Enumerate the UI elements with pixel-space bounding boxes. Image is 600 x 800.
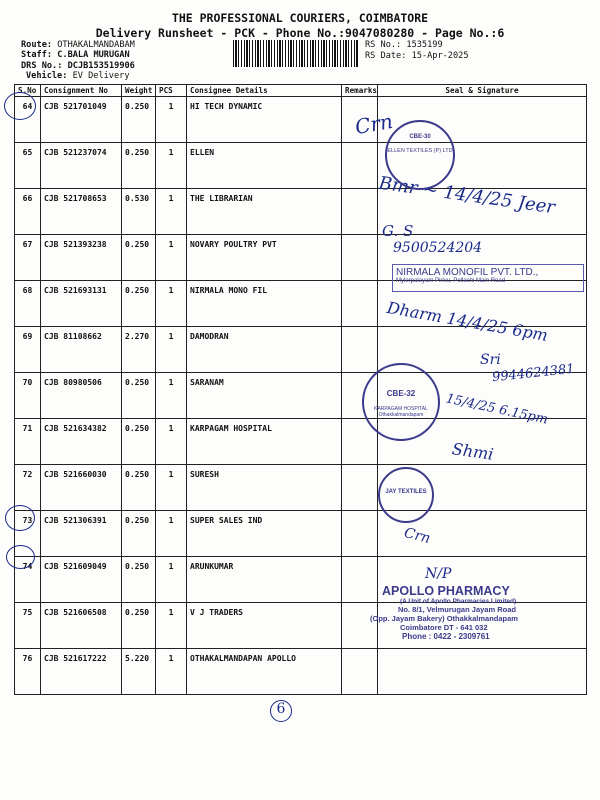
vehicle-value: EV Delivery (72, 71, 130, 81)
row-consignee: ELLEN (187, 143, 342, 189)
phone-novary: 9500524204 (393, 240, 483, 256)
stamp-ellen-top: CBE-30 (409, 134, 431, 140)
row-sno: 65 (15, 143, 41, 189)
row-sno: 73 (15, 511, 41, 557)
col-weight: Weight (122, 85, 156, 97)
route-value: OTHAKALMANDABAM (57, 40, 135, 50)
rs-no-label: RS No.: (365, 40, 402, 50)
row-consignee: HI TECH DYNAMIC (187, 97, 342, 143)
row-sno: 69 (15, 327, 41, 373)
signature-librarian: Bmr ~ 14/4/25 Jeer (377, 172, 557, 219)
date-damodran: 14/4/25 (445, 308, 510, 338)
vehicle-line (26, 71, 130, 81)
table-header-row (15, 85, 587, 97)
row-consignment: CJB 521617222 (41, 649, 122, 695)
row-consignee: SUPER SALES IND (187, 511, 342, 557)
page-mark-circle: 6 (270, 700, 292, 722)
row-consignment: CJB 521237074 (41, 143, 122, 189)
row-weight: 0.250 (122, 557, 156, 603)
row-weight: 2.270 (122, 327, 156, 373)
row-sno: 70 (15, 373, 41, 419)
row-consignee: OTHAKALMANDAPAN APOLLO (187, 649, 342, 695)
stamp-apollo-name: APOLLO PHARMACY (382, 584, 510, 598)
col-pcs: PCS (156, 85, 187, 97)
runsheet-title: Delivery Runsheet - PCK - Phone No.:9047080280 - Page No.:6 (95, 26, 505, 40)
row-remarks (342, 143, 378, 189)
row-consignment: CJB 521701049 (41, 97, 122, 143)
table-row (15, 511, 587, 557)
signature-arunkumar: Crn (402, 525, 432, 547)
row-consignment: CJB 521609049 (41, 557, 122, 603)
row-pcs: 1 (156, 373, 187, 419)
staff-line (21, 50, 130, 60)
row-pcs: 1 (156, 189, 187, 235)
row-weight: 0.530 (122, 189, 156, 235)
row-weight: 0.250 (122, 419, 156, 465)
route-label: Route: (21, 40, 53, 50)
row-consignment: CJB 521660030 (41, 465, 122, 511)
signature-vj-traders: N/P (425, 566, 452, 582)
row-weight: 0.250 (122, 97, 156, 143)
row-sno: 67 (15, 235, 41, 281)
row-pcs: 1 (156, 327, 187, 373)
row-pcs: 1 (156, 511, 187, 557)
stamp-apollo-l2: No. 8/1, Velmurugan Jayam Road (398, 605, 516, 614)
stamp-ellen (385, 120, 455, 190)
row-consignee: KARPAGAM HOSPITAL (187, 419, 342, 465)
row-sno: 75 (15, 603, 41, 649)
row-pcs: 1 (156, 143, 187, 189)
drs-line (21, 61, 135, 71)
row-consignee: ARUNKUMAR (187, 557, 342, 603)
stamp-apollo-l5: Phone : 0422 - 2309761 (402, 632, 490, 641)
signature-ellen: Crn (353, 108, 395, 140)
row-sno: 76 (15, 649, 41, 695)
circle-mark-75 (6, 545, 35, 569)
row-sno: 66 (15, 189, 41, 235)
row-consignee: SURESH (187, 465, 342, 511)
row-consignee: NIRMALA MONO FIL (187, 281, 342, 327)
row-consignment: CJB 521393238 (41, 235, 122, 281)
row-weight: 0.250 (122, 235, 156, 281)
col-seal: Seal & Signature (378, 85, 587, 97)
rs-no-line (365, 40, 443, 50)
row-consignment: CJB 521606508 (41, 603, 122, 649)
signature-novary: G. S (382, 222, 414, 240)
rs-date-line (365, 51, 469, 61)
table-row (15, 97, 587, 143)
row-weight: 0.250 (122, 281, 156, 327)
row-sno: 71 (15, 419, 41, 465)
stamp-nirmala-line1: NIRMALA MONOFIL PVT. LTD., (396, 267, 539, 278)
signature-suresh: Shmi (450, 439, 495, 464)
row-sno: 64 (15, 97, 41, 143)
rs-date-value: 15-Apr-2025 (411, 51, 469, 61)
row-weight: 0.250 (122, 603, 156, 649)
row-consignment: CJB 521708653 (41, 189, 122, 235)
row-consignee: SARANAM (187, 373, 342, 419)
row-remarks (342, 281, 378, 327)
row-consignment: CJB 521693131 (41, 281, 122, 327)
row-weight: 0.250 (122, 373, 156, 419)
row-remarks (342, 511, 378, 557)
row-pcs: 1 (156, 557, 187, 603)
row-pcs: 1 (156, 603, 187, 649)
row-sno: 74 (15, 557, 41, 603)
row-sno: 68 (15, 281, 41, 327)
row-pcs: 1 (156, 281, 187, 327)
circle-mark-74 (5, 505, 35, 531)
col-remarks: Remarks (342, 85, 378, 97)
row-remarks (342, 189, 378, 235)
vehicle-label: Vehicle: (26, 71, 68, 81)
row-consignee: DAMODRAN (187, 327, 342, 373)
stamp-apollo (370, 584, 570, 684)
stamp-jay-ring: JAY TEXTILES (385, 489, 427, 495)
stamp-apollo-l3: (Opp. Jayam Bakery) Othakkalmandapam (370, 614, 518, 623)
row-pcs: 1 (156, 465, 187, 511)
row-weight: 5.220 (122, 649, 156, 695)
row-consignee: NOVARY POULTRY PVT (187, 235, 342, 281)
table-row (15, 143, 587, 189)
col-consignee: Consignee Details (187, 85, 342, 97)
staff-label: Staff: (21, 50, 53, 60)
stamp-karpagam (362, 363, 440, 441)
row-remarks (342, 465, 378, 511)
table-row (15, 465, 587, 511)
signature-damodran: Dharm 14/4/25 6pm (385, 297, 550, 346)
row-weight: 0.250 (122, 511, 156, 557)
drs-value: DCJB153519906 (67, 61, 135, 71)
col-sno: S.No (15, 85, 41, 97)
barcode (233, 40, 358, 67)
stamp-nirmala-line2: Mylerpalayam Pirivu, Pollachi Main Road (396, 278, 506, 284)
row-pcs: 1 (156, 649, 187, 695)
row-consignment: CJB 521306391 (41, 511, 122, 557)
stamp-ellen-ring: ELLEN TEXTILES (P) LTD (387, 148, 453, 154)
stamp-karpagam-center: CBE-32 (386, 389, 416, 398)
col-consignment: Consignment No (41, 85, 122, 97)
stamp-jay (378, 467, 434, 523)
row-pcs: 1 (156, 235, 187, 281)
drs-label: DRS No.: (21, 61, 63, 71)
phone-saranam: 9944624381 (491, 361, 576, 386)
row-pcs: 1 (156, 97, 187, 143)
stamp-nirmala (392, 264, 584, 292)
route-line (21, 40, 135, 50)
row-remarks (342, 327, 378, 373)
rs-date-label: RS Date: (365, 51, 407, 61)
stamp-karpagam-ring: KARPAGAM HOSPITAL Othakkalmandapam (374, 406, 428, 418)
row-weight: 0.250 (122, 465, 156, 511)
circle-mark-64 (4, 92, 36, 120)
row-consignment: CJB 81108662 (41, 327, 122, 373)
row-remarks (342, 235, 378, 281)
row-weight: 0.250 (122, 143, 156, 189)
row-consignment: CJB 521634382 (41, 419, 122, 465)
row-pcs: 1 (156, 419, 187, 465)
rs-no-value: 1535199 (406, 40, 443, 50)
table-row (15, 419, 587, 465)
stamp-apollo-l1: (A Unit of Apollo Pharmacies Limited) (400, 598, 517, 605)
company-title: THE PROFESSIONAL COURIERS, COIMBATORE (171, 11, 429, 25)
row-consignee: THE LIBRARIAN (187, 189, 342, 235)
signature-saranam: Sri (480, 352, 501, 368)
row-consignment: CJB 80980506 (41, 373, 122, 419)
staff-value: C.BALA MURUGAN (57, 50, 130, 60)
stamp-apollo-l4: Coimbatore DT - 641 032 (400, 623, 488, 632)
date-karpagam: 15/4/25 6.15pm (444, 391, 550, 428)
date-librarian: 14/4/25 (442, 181, 514, 213)
row-consignee: V J TRADERS (187, 603, 342, 649)
row-sno: 72 (15, 465, 41, 511)
